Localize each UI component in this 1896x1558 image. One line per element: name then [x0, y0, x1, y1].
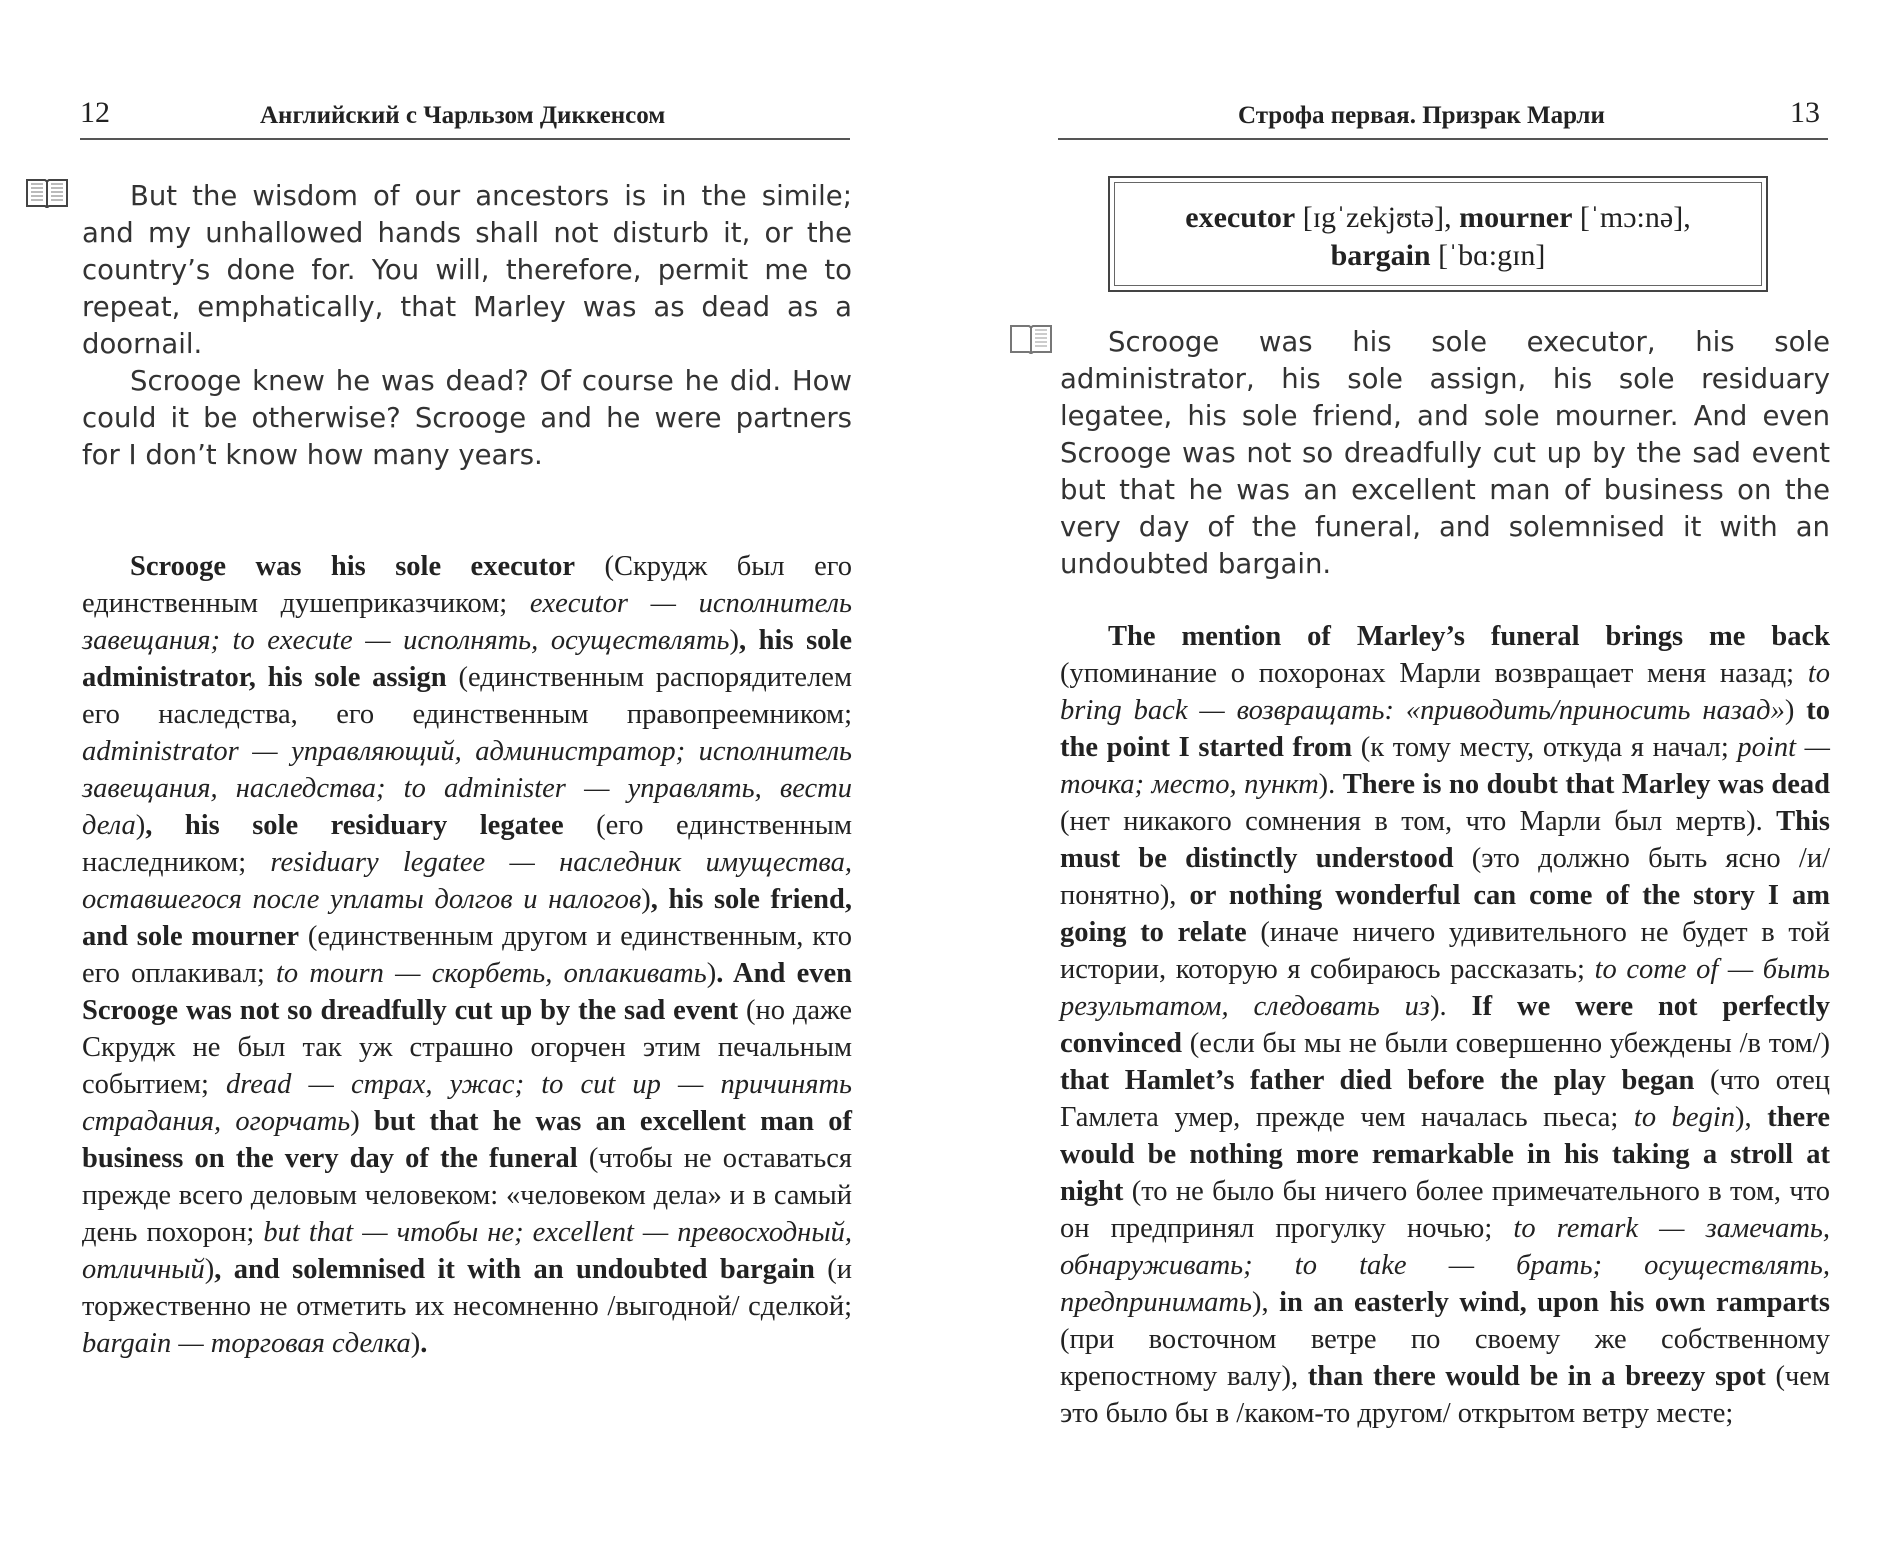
translation-text: [ɪgˈzekjʊtə],: [1295, 201, 1460, 234]
translation-text: (нет никакого сомнения в том, что Марли был мертв).: [1060, 806, 1777, 837]
italic-gloss: but that — чтобы не; excellent — превосходный, отличный: [82, 1217, 852, 1285]
italic-gloss: bargain — торговая сделка: [82, 1328, 411, 1359]
italic-gloss: dread — страх, ужас; to cut up — причинять страдания, огорчать: [82, 1069, 853, 1137]
italic-gloss: executor — исполнитель завещания; to execute — исполнять, осуществлять: [82, 588, 852, 656]
translation-text: (но даже Скрудж не был так уж страшно огорчен этим печальным событием;: [82, 995, 852, 1100]
translation-text: ): [1784, 695, 1807, 726]
translation-text: [ˈmɔ:nə],: [1572, 201, 1691, 234]
left-page-header: [80, 98, 850, 140]
english-paragraph-1: But the wisdom of our ancestors is in the simile; and my unhallowed hands shall not disturb it, or the country’s done for. You will, therefore, permit me to repeat, emphatically, that Marley was as dead as a doornail.: [82, 180, 852, 360]
translation-text: (к тому месту, откуда я начал;: [1352, 732, 1738, 763]
translation-text: (это должно быть ясно /и/ понятно),: [1060, 843, 1830, 911]
english-text-block: [1060, 324, 1830, 583]
translation-text: ): [641, 884, 651, 915]
bold-phrase: , his sole friend, and sole mourner: [82, 884, 853, 952]
bold-phrase: This must be distinctly understood: [1060, 806, 1830, 874]
book-icon: [1008, 322, 1054, 356]
translation-text: (его единственным наследником;: [82, 810, 852, 878]
italic-gloss: administrator — управляющий, администратор; исполнитель завещания, наследства; to administer — управлять, вести дела: [82, 736, 852, 841]
annotated-text-block: [82, 548, 852, 1362]
translation-text: (если бы мы не были совершенно убеждены /в том/): [1181, 1028, 1830, 1059]
annotated-paragraph: [82, 548, 852, 1362]
translation-text: ).: [1430, 991, 1472, 1022]
bold-phrase: . And even Scrooge was not so dreadfully cut up by the sad event: [82, 958, 852, 1026]
right-page-header: [1058, 98, 1828, 140]
translation-text: [ˈbɑ:gɪn]: [1430, 239, 1546, 272]
translation-text: (чем это было бы в /каком-то другом/ открытом ветру месте;: [1060, 1361, 1830, 1429]
translation-text: (иначе ничего удивительного не будет в той истории, которую я собираюсь рассказать;: [1060, 917, 1830, 985]
translation-text: (упоминание о похоронах Марли возвращает меня назад;: [1060, 658, 1808, 689]
running-title: Строфа первая. Призрак Марли: [1238, 102, 1605, 129]
translation-text: ): [729, 625, 740, 656]
italic-gloss: to begin: [1633, 1102, 1735, 1133]
pronunciation-text: [1114, 182, 1762, 286]
italic-gloss: residuary legatee — наследник имущества, оставшегося после уплаты долгов и налогов: [82, 847, 852, 915]
page-number: 13: [1790, 96, 1820, 129]
translation-text: ): [204, 1254, 215, 1285]
translation-text: ): [410, 1328, 421, 1359]
bold-phrase: but that he was an excellent man of business on the very day of the funeral: [82, 1106, 852, 1174]
annotated-paragraph: [1060, 618, 1830, 1432]
book-icon: [24, 176, 70, 210]
bold-phrase: The mention of Marley’s funeral brings me back: [1108, 621, 1830, 652]
bold-phrase: to the point I started from: [1060, 695, 1830, 763]
italic-gloss: to remark — замечать, обнаруживать; to take — брать; осуществлять, предпринимать: [1060, 1213, 1830, 1318]
page-number: 12: [80, 96, 110, 129]
english-text-block: [82, 178, 852, 474]
pronunciation-box: [1108, 176, 1768, 292]
bold-phrase: There is no doubt that Marley was dead: [1342, 769, 1830, 800]
translation-text: (и торжественно не отметить их несомненно /выгодной/ сделкой;: [82, 1254, 852, 1322]
english-paragraph-2: Scrooge knew he was dead? Of course he did. How could it be otherwise? Scrooge and he were partners for I don’t know how many years.: [82, 365, 852, 471]
translation-text: ): [706, 958, 717, 989]
running-title: Английский с Чарльзом Диккенсом: [260, 102, 666, 129]
translation-text: ).: [1318, 769, 1343, 800]
bold-phrase: in an easterly wind, upon his own ramparts: [1279, 1287, 1830, 1318]
bold-phrase: If we were not perfectly convinced: [1060, 991, 1830, 1059]
translation-text: (чтобы не оставаться прежде всего деловым человеком: «человеком дела» и в самый день похорон;: [82, 1143, 852, 1248]
bold-phrase: or nothing wonderful can come of the story I am going to relate: [1060, 880, 1831, 948]
bold-phrase: Scrooge was his sole executor: [130, 551, 575, 582]
bold-phrase: , his sole administrator, his sole assign: [82, 625, 852, 693]
bold-phrase: bargain: [1330, 239, 1431, 272]
bold-phrase: , and solemnised it with an undoubted bargain: [214, 1254, 815, 1285]
bold-phrase: that Hamlet’s father died before the play began: [1060, 1065, 1695, 1096]
italic-gloss: point — точка; место, пункт: [1060, 732, 1831, 800]
annotated-text-block: [1060, 618, 1830, 1432]
italic-gloss: to bring back — возвращать: «приводить/приносить назад»: [1060, 658, 1830, 726]
translation-text: ): [135, 810, 146, 841]
translation-text: ): [350, 1106, 374, 1137]
translation-text: (единственным другом и единственным, кто его оплакивал;: [82, 921, 852, 989]
translation-text: (что отец Гамлета умер, прежде чем началась пьеса;: [1060, 1065, 1831, 1133]
translation-text: (при восточном ветре по своему же собственному крепостному валу),: [1060, 1324, 1830, 1392]
right-page: [948, 0, 1896, 1558]
bold-phrase: executor: [1185, 201, 1296, 234]
bold-phrase: , his sole residuary legatee: [145, 810, 564, 841]
bold-phrase: than there would be in a breezy spot: [1307, 1361, 1766, 1392]
english-paragraph: Scrooge was his sole executor, his sole administrator, his sole assign, his sole residuary legatee, his sole friend, and sole mourner. And even Scrooge was not so dreadfully cut up by the sad event but that he was an excellent man of business on the very day of the funeral, and solemnised it with an undoubted bargain.: [1060, 326, 1830, 580]
translation-text: (единственным распорядителем его наследства, его единственным правопреемником;: [82, 662, 852, 730]
translation-text: (Скрудж был его единственным душеприказчиком;: [82, 551, 852, 619]
translation-text: ),: [1252, 1287, 1280, 1318]
pronunciation-line-1: [1115, 199, 1761, 237]
pronunciation-line-2: [1115, 237, 1761, 275]
translation-text: (то не было бы ничего более примечательного в том, что он предпринял прогулку ночью;: [1060, 1176, 1830, 1244]
translation-text: ),: [1735, 1102, 1768, 1133]
bold-phrase: mourner: [1459, 201, 1573, 234]
italic-gloss: to come of — быть результатом, следовать из: [1060, 954, 1830, 1022]
bold-phrase: .: [420, 1328, 428, 1359]
italic-gloss: to mourn — скорбеть, оплакивать: [276, 958, 707, 989]
bold-phrase: there would be nothing more remarkable in his taking a stroll at night: [1060, 1102, 1830, 1207]
